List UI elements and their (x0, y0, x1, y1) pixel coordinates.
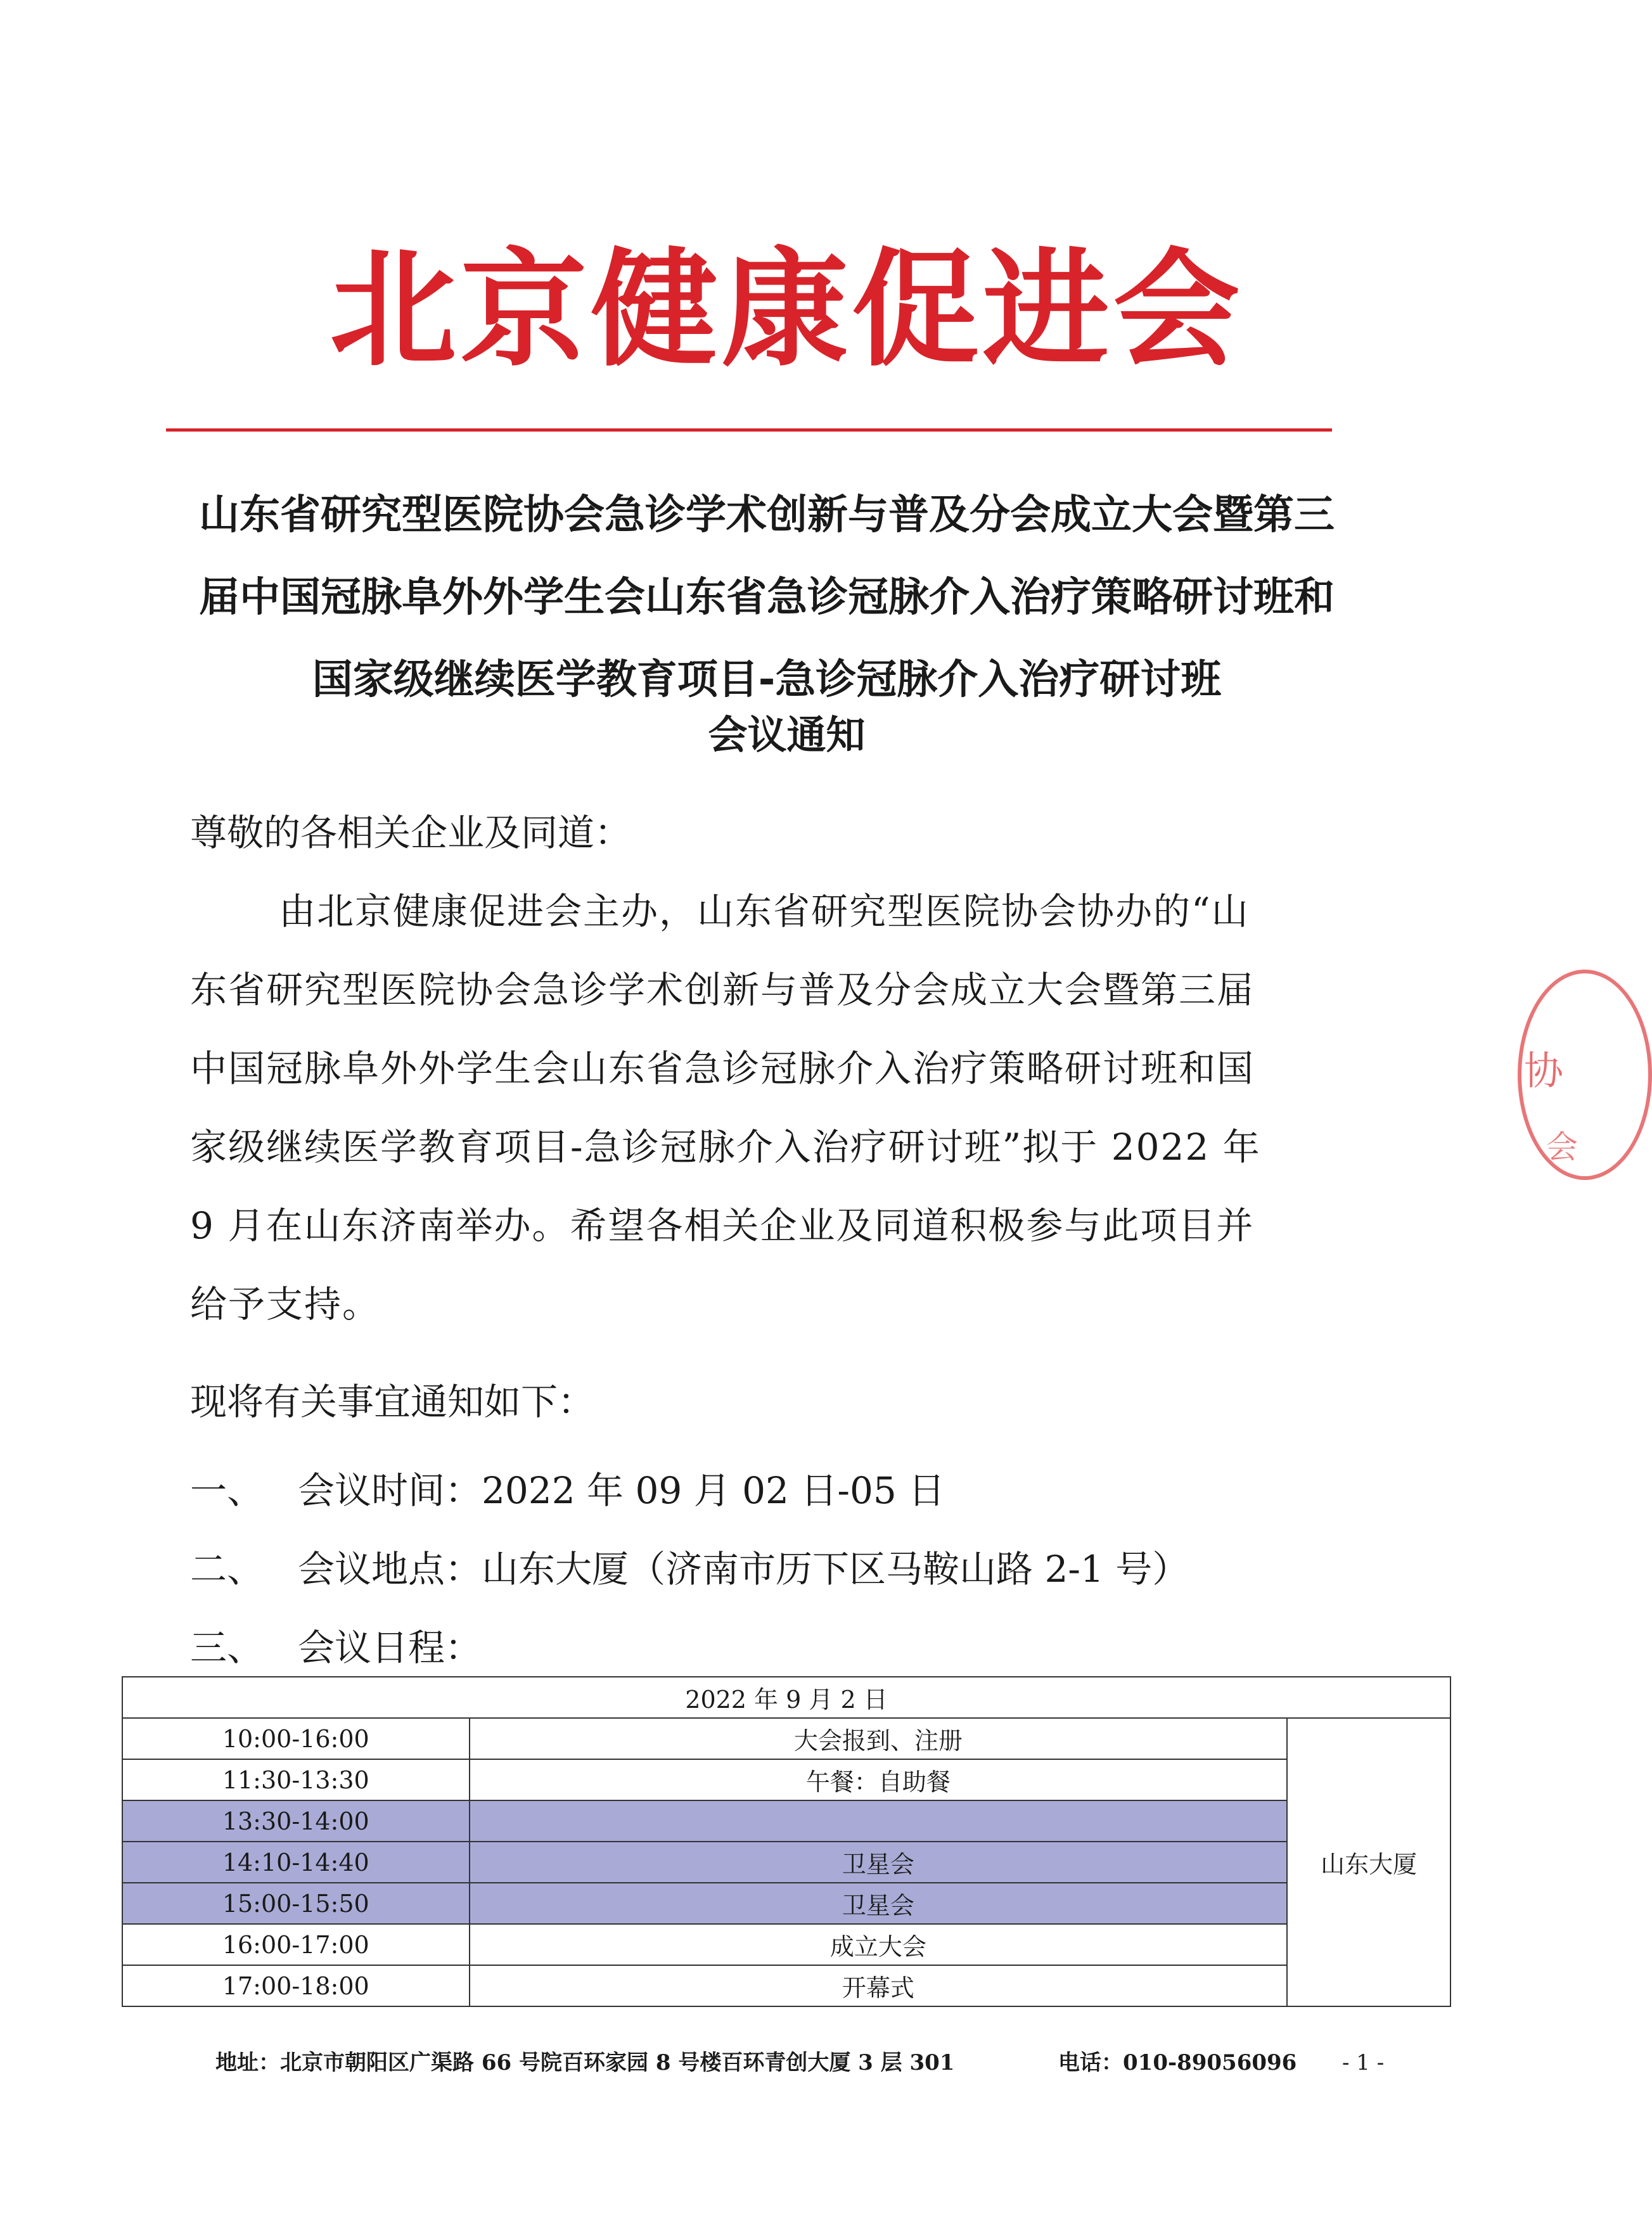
notice-heading: 会议通知 (708, 712, 866, 758)
document-title (146, 474, 1388, 721)
schedule-event (470, 1800, 1288, 1842)
schedule-time: 16:00-17:00 (122, 1924, 470, 1965)
seal-glyph: 协 (1524, 1048, 1564, 1094)
schedule-event: 卫星会 (470, 1883, 1288, 1924)
paragraph-line: 给予支持。 (190, 1283, 381, 1326)
title-line: 届中国冠脉阜外外学生会山东省急诊冠脉介入治疗策略研讨班和 (199, 574, 1335, 621)
footer-phone: 电话：010-89056096 (1058, 2050, 1297, 2075)
title-line: 山东省研究型医院协会急诊学术创新与普及分会成立大会暨第三 (199, 492, 1335, 539)
table-row (122, 1883, 1450, 1924)
schedule-event: 卫星会 (470, 1842, 1288, 1883)
masthead-title: 北京健康促进会 (330, 236, 1244, 384)
page-number: - 1 - (1342, 2050, 1385, 2075)
masthead-divider (166, 428, 1332, 432)
intro-line: 现将有关事宜通知如下： (190, 1380, 595, 1423)
body-paragraph (190, 872, 1394, 1343)
item-text: 会议时间：2022 年 09 月 02 日-05 日 (298, 1469, 945, 1512)
footer-address: 地址：北京市朝阳区广渠路 66 号院百环家园 8 号楼百环青创大厦 3 层 301 (215, 2050, 955, 2075)
seal-glyph: 会 (1546, 1129, 1578, 1165)
salutation: 尊敬的各相关企业及同道： (190, 811, 632, 854)
item-schedule (190, 1608, 1189, 1687)
item-text: 会议日程： (298, 1626, 482, 1669)
schedule-time: 17:00-18:00 (122, 1965, 470, 2006)
item-text: 会议地点：山东大厦（济南市历下区马鞍山路 2-1 号） (298, 1548, 1189, 1591)
item-time (190, 1451, 1189, 1530)
schedule-date-header: 2022 年 9 月 2 日 (122, 1677, 1450, 1718)
item-number: 三、 (190, 1626, 264, 1669)
schedule-time: 11:30-13:30 (122, 1759, 470, 1800)
paragraph-line: 由北京健康促进会主办，山东省研究型医院协会协办的“山 (279, 890, 1250, 933)
item-number: 二、 (190, 1548, 264, 1591)
paragraph-line: 中国冠脉阜外外学生会山东省急诊冠脉介入治疗策略研讨班和国 (190, 1047, 1255, 1090)
schedule-venue: 山东大厦 (1287, 1718, 1450, 2006)
schedule-time: 14:10-14:40 (122, 1842, 470, 1883)
paragraph-line: 东省研究型医院协会急诊学术创新与普及分会成立大会暨第三届 (190, 968, 1255, 1011)
schedule-event: 午餐：自助餐 (470, 1759, 1288, 1800)
notice-items (190, 1451, 1189, 1687)
schedule-time: 10:00-16:00 (122, 1718, 470, 1759)
schedule-time: 15:00-15:50 (122, 1883, 470, 1924)
table-row (122, 1842, 1450, 1883)
page-footer (215, 2044, 1394, 2082)
item-venue (190, 1530, 1189, 1608)
item-number: 一、 (190, 1469, 264, 1512)
table-row (122, 1718, 1450, 1759)
paragraph-line: 家级继续医学教育项目-急诊冠脉介入治疗研讨班”拟于 2022 年 (190, 1125, 1261, 1169)
table-row (122, 1800, 1450, 1842)
table-row (122, 1759, 1450, 1800)
title-line: 国家级继续医学教育项目-急诊冠脉介入治疗研讨班 (312, 657, 1222, 703)
schedule-table (122, 1676, 1451, 2007)
table-row (122, 1965, 1450, 2006)
schedule-event: 大会报到、注册 (470, 1718, 1288, 1759)
table-row (122, 1924, 1450, 1965)
schedule-event: 成立大会 (470, 1924, 1288, 1965)
schedule-time: 13:30-14:00 (122, 1800, 470, 1842)
paragraph-line: 9 月在山东济南举办。希望各相关企业及同道积极参与此项目并 (190, 1204, 1255, 1247)
schedule-event: 开幕式 (470, 1965, 1288, 2006)
